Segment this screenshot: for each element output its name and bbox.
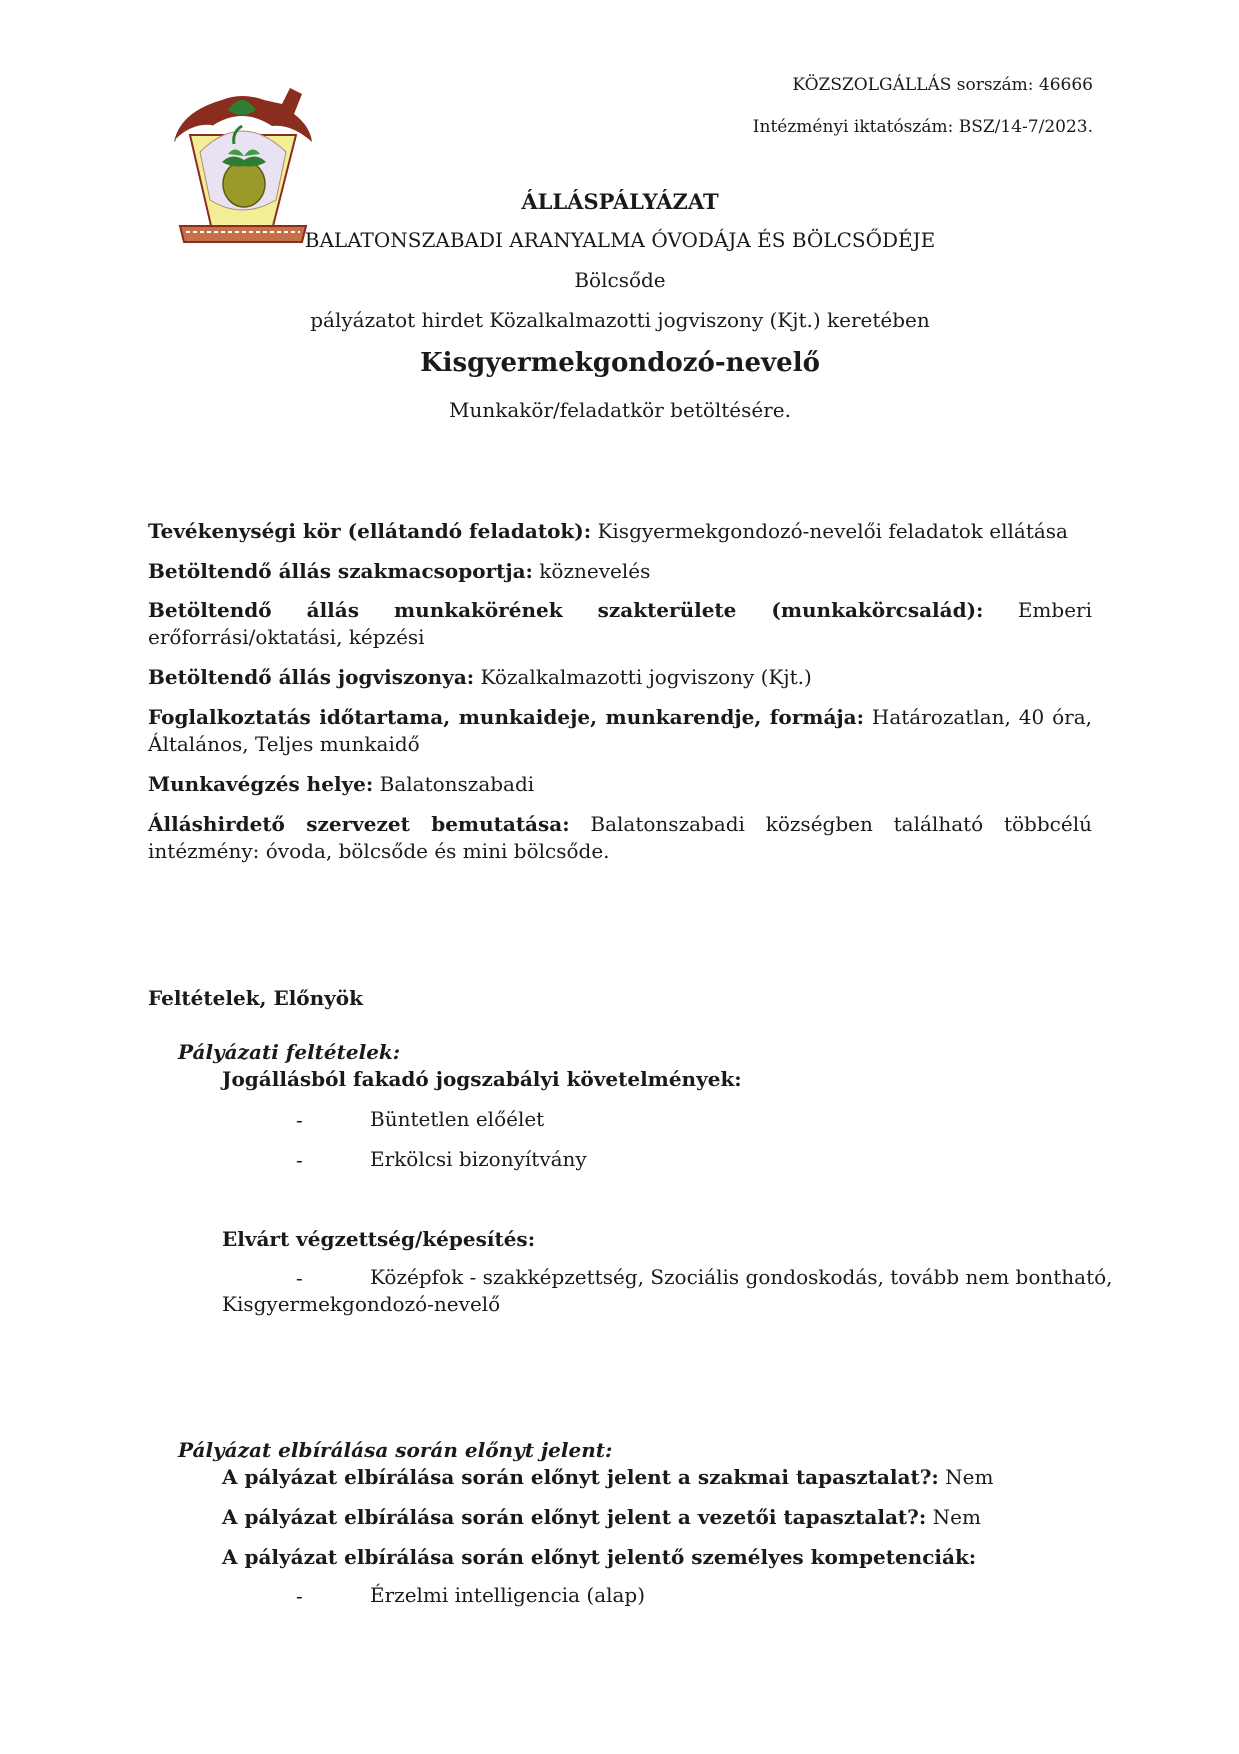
detail-value: Kisgyermekgondozó-nevelői feladatok ellátása (591, 519, 1068, 543)
detail-activity (148, 518, 1092, 545)
detail-value: Határozatlan, 40 óra, Általános, Teljes munkaidő (148, 705, 1093, 756)
detail-organization (148, 811, 1092, 865)
detail-value: Balatonszabadi (373, 772, 535, 796)
detail-legal-relationship (148, 664, 1092, 691)
purpose-text: Munkakör/feladatkör betöltésére. (449, 398, 791, 422)
detail-label: Betöltendő állás jogviszonya: (148, 665, 475, 689)
competency-item: Érzelmi intelligencia (alap) (370, 1583, 646, 1607)
advantage-label: A pályázat elbírálása során előnyt jelent a vezetői tapasztalat?: (222, 1505, 927, 1529)
detail-label: Munkavégzés helye: (148, 772, 374, 796)
advantage-value: Nem (926, 1505, 981, 1529)
detail-value: Emberi erőforrási/oktatási, képzési (148, 598, 1092, 649)
list-dash: - (296, 1108, 303, 1132)
detail-employment (148, 704, 1092, 758)
legal-item-criminal-record: Büntetlen előélet (370, 1107, 545, 1131)
advantage-label: A pályázat elbírálása során előnyt jelent a szakmai tapasztalat?: (222, 1465, 939, 1489)
detail-label: Álláshirdető szervezet bemutatása: (148, 812, 570, 836)
institution-logo (172, 80, 314, 246)
detail-value: Közalkalmazotti jogviszony (Kjt.) (474, 665, 812, 689)
position-title: Kisgyermekgondozó-nevelő (420, 348, 820, 378)
education-heading: Elvárt végzettség/képesítés: (222, 1227, 536, 1251)
detail-workplace (148, 771, 1092, 798)
detail-value: Balatonszabadi községben található többcélú intézmény: óvoda, bölcsőde és mini bölcsőde. (148, 812, 1092, 863)
education-item-line2: Kisgyermekgondozó-nevelő (222, 1292, 501, 1316)
legal-requirements-heading: Jogállásból fakadó jogszabályi követelmények: (222, 1067, 742, 1091)
advantage-leadership-experience (222, 1504, 1082, 1531)
education-item-line1: Középfok - szakképzettség, Szociális gondoskodás, tovább nem bontható, (370, 1265, 1113, 1289)
detail-profession-group (148, 558, 1092, 585)
list-dash: - (296, 1584, 303, 1608)
institution-name: BALATONSZABADI ARANYALMA ÓVODÁJA ÉS BÖLCSŐDÉJE (304, 228, 936, 252)
list-dash: - (296, 1148, 303, 1172)
conditions-heading: Feltételek, Előnyök (148, 986, 363, 1010)
announcement-text: pályázatot hirdet Közalkalmazotti jogviszony (Kjt.) keretében (310, 308, 930, 332)
conditions-subheading: Pályázati feltételek: (178, 1040, 401, 1064)
list-dash: - (296, 1266, 303, 1290)
competencies-heading: A pályázat elbírálása során előnyt jelentő személyes kompetenciák: (222, 1545, 977, 1569)
detail-label: Tevékenységi kör (ellátandó feladatok): (148, 519, 592, 543)
detail-label: Betöltendő állás szakmacsoportja: (148, 559, 533, 583)
detail-label: Betöltendő állás munkakörének szakterülete (munkakörcsalád): (148, 598, 984, 622)
advantage-professional-experience (222, 1464, 1082, 1491)
detail-label: Foglalkoztatás időtartama, munkaideje, munkarendje, formája: (148, 705, 864, 729)
detail-field (148, 597, 1092, 651)
legal-item-certificate: Erkölcsi bizonyítvány (370, 1147, 587, 1171)
registry-number: Intézményi iktatószám: BSZ/14-7/2023. (752, 117, 1093, 137)
detail-value: köznevelés (532, 559, 651, 583)
kozszolgalas-number: KÖZSZOLGÁLLÁS sorszám: 46666 (792, 75, 1093, 95)
announcement-title: ÁLLÁSPÁLYÁZAT (521, 189, 719, 214)
unit-name: Bölcsőde (574, 268, 666, 292)
advantage-value: Nem (938, 1465, 994, 1489)
advantages-heading: Pályázat elbírálása során előnyt jelent: (178, 1438, 613, 1462)
